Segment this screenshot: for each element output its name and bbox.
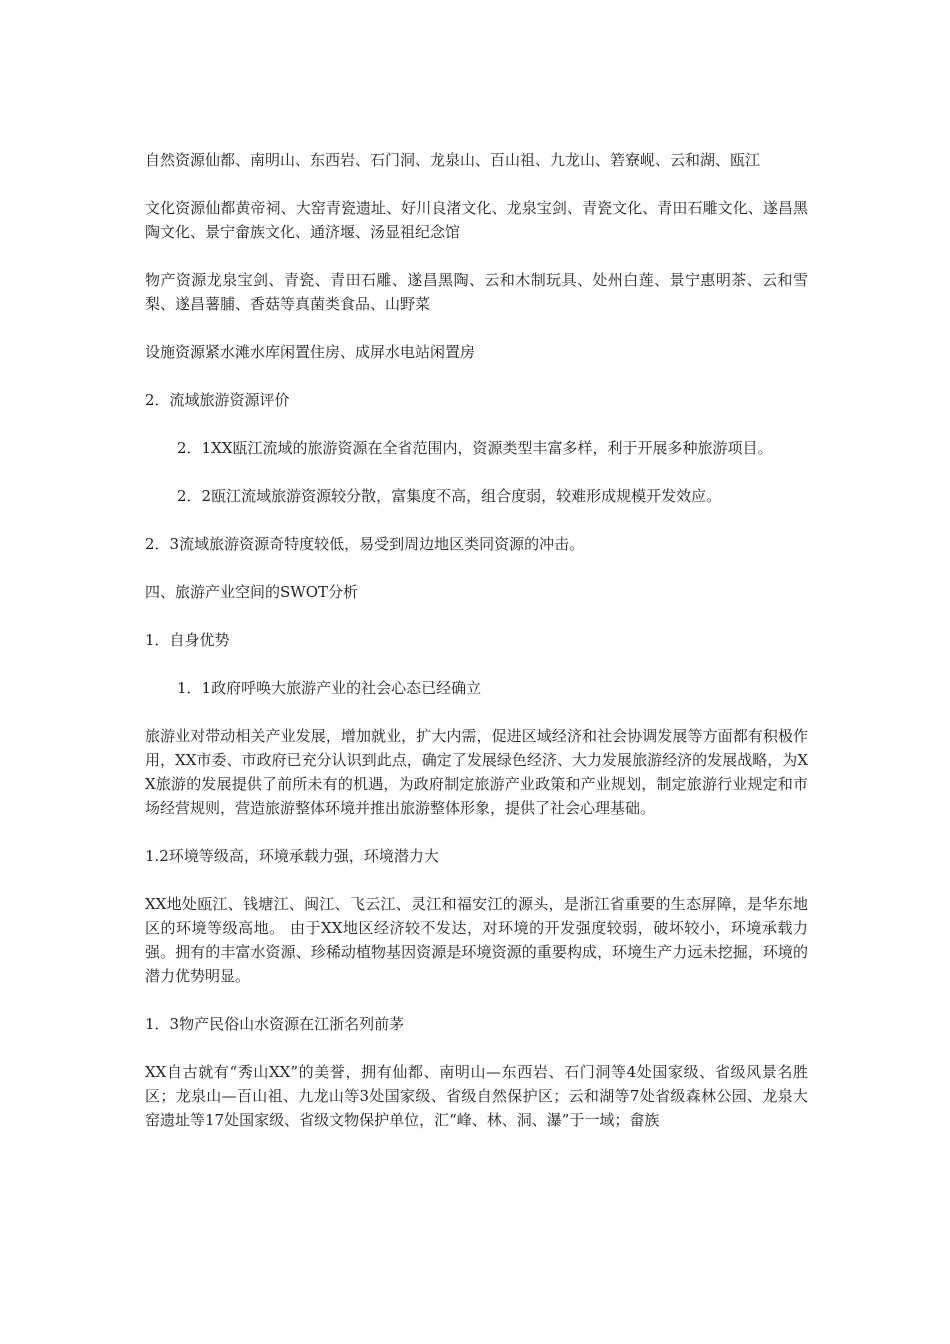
paragraph-natural-resources: 自然资源仙都、南明山、东西岩、石门洞、龙泉山、百山祖、九龙山、箬寮岘、云和湖、瓯江 <box>145 151 761 169</box>
paragraph-products-folklore: XX自古就有“秀山XX”的美誉，拥有仙都、南明山—东西岩、石门洞等4处国家级、省级风景名胜区；龙泉山—百山祖、九龙山等3处国家级、省级自然保护区；云和湖等7处省级森林公园、龙泉大窑遗址等17处国家级、省级文物保护单位，汇“峰、林、洞、瀑”于一域；畲族 <box>145 1063 808 1129</box>
subheading-1-1: 1．1政府呼唤大旅游产业的社会心态已经确立 <box>177 679 482 697</box>
subheading-1-2: 1.2环境等级高，环境承载力强，环境潜力大 <box>145 847 439 865</box>
section-heading-resource-evaluation: 2．流域旅游资源评价 <box>145 391 290 409</box>
document-body <box>145 148 808 1156</box>
paragraph-product-resources: 物产资源龙泉宝剑、青瓷、青田石雕、遂昌黑陶、云和木制玩具、处州白莲、景宁惠明茶、云和雪梨、遂昌薯脯、香菇等真菌类食品、山野菜 <box>145 271 808 313</box>
section-heading-swot: 四、旅游产业空间的SWOT分析 <box>145 583 358 601</box>
paragraph-cultural-resources: 文化资源仙都黄帝祠、大窑青瓷遗址、好川良渚文化、龙泉宝剑、青瓷文化、青田石雕文化、遂昌黑陶文化、景宁畲族文化、通济堰、汤显祖纪念馆 <box>145 199 808 241</box>
paragraph-evaluation-2-3: 2．3流域旅游资源奇特度较低，易受到周边地区类同资源的冲击。 <box>145 535 585 553</box>
paragraph-evaluation-2-2: 2．2瓯江流域旅游资源较分散，富集度不高，组合度弱，较难形成规模开发效应。 <box>177 487 722 505</box>
subheading-1-3: 1．3物产民俗山水资源在江浙名列前茅 <box>145 1015 405 1033</box>
paragraph-environment: XX地处瓯江、钱塘江、闽江、飞云江、灵江和福安江的源头，是浙江省重要的生态屏障，是华东地区的环境等级高地。 由于XX地区经济较不发达，对环境的开发强度较弱，破坏较小，环境承载力强。拥有的丰富水资源、珍稀动植物基因资源是环境资源的重要构成，环境生产力远未挖掘，环境的潜力优势明显。 <box>145 895 808 985</box>
paragraph-facility-resources: 设施资源紧水滩水库闲置住房、成屏水电站闲置房 <box>145 343 476 361</box>
section-heading-strengths: 1．自身优势 <box>145 631 230 649</box>
paragraph-government-support: 旅游业对带动相关产业发展，增加就业，扩大内需，促进区域经济和社会协调发展等方面都有积极作用，XX市委、市政府已充分认识到此点，确定了发展绿色经济、大力发展旅游经济的发展战略，为XX旅游的发展提供了前所未有的机遇，为政府制定旅游产业政策和产业规划，制定旅游行业规定和市场经营规则，营造旅游整体环境并推出旅游整体形象，提供了社会心理基础。 <box>145 727 808 817</box>
paragraph-evaluation-2-1: 2．1XX瓯江流域的旅游资源在全省范围内，资源类型丰富多样，利于开展多种旅游项目。 <box>177 439 773 457</box>
